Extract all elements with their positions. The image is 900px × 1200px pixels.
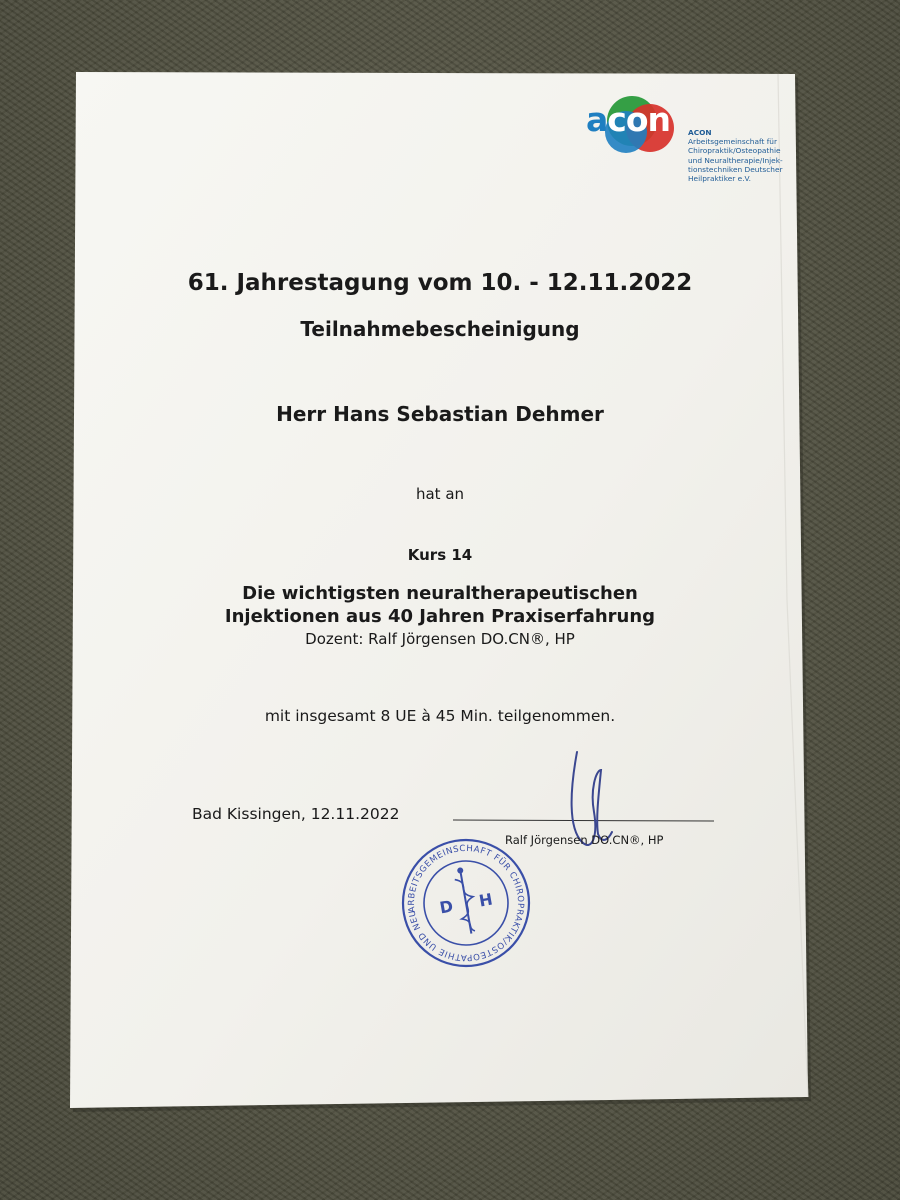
stamp-letter-h: H (477, 889, 495, 911)
acon-logo (584, 96, 684, 152)
course-title-line-1: Die wichtigsten neuraltherapeutischen (242, 583, 638, 604)
participant-name: Herr Hans Sebastian Dehmer (276, 402, 604, 426)
course-title-line-2: Injektionen aus 40 Jahren Praxiserfahrung (224, 606, 656, 627)
signer-name: Ralf Jörgensen DO.CN®, HP (505, 833, 664, 847)
stamp-letter-d: D (438, 896, 455, 918)
organization-line-5: Heilpraktiker e.V. (688, 174, 751, 184)
organization-line-2: Chiropraktik/Osteopathie (688, 146, 781, 156)
organization-block (688, 128, 806, 183)
acon-wordmark: acon (586, 100, 671, 139)
organization-line-3: und Neuraltherapie/Injek- (688, 155, 783, 165)
phrase-hat-an: hat an (415, 485, 465, 503)
participation-note: mit insgesamt 8 UE à 45 Min. teilgenommen. (264, 707, 616, 725)
course-title (120, 582, 760, 628)
course-number: Kurs 14 (407, 546, 473, 564)
organization-name: ACON (688, 128, 712, 137)
lecturer: Dozent: Ralf Jörgensen DO.CN®, HP (305, 630, 575, 648)
organization-line-4: tionstechniken Deutscher (688, 164, 783, 174)
event-title: 61. Jahrestagung vom 10. - 12.11.2022 (187, 270, 693, 296)
place-and-date: Bad Kissingen, 12.11.2022 (192, 805, 400, 823)
svg-text:ARBEITSGEMEINSCHAFT FÜR CHIROP: ARBEITSGEMEINSCHAFT FÜR CHIROPRAKTIK/OSTEOPATHIE UND NEURALTHERAPIE (406, 843, 526, 963)
organization-line-1: Arbeitsgemeinschaft für (688, 137, 778, 147)
document-type-heading: Teilnahmebescheinigung (300, 317, 580, 341)
